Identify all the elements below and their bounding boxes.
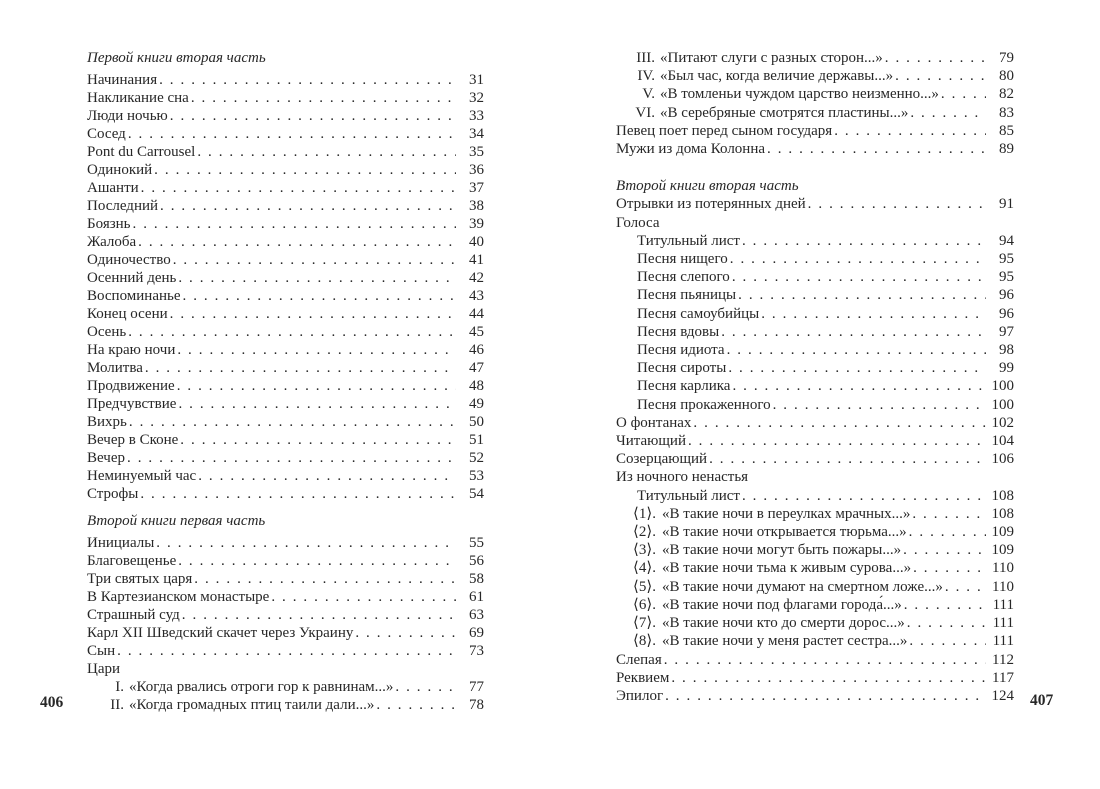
toc-entry-title: Молитва [87, 360, 143, 376]
toc-entry-page: 102 [991, 414, 1014, 431]
toc-entry [616, 614, 1014, 632]
toc-entry-page: 31 [469, 72, 484, 88]
toc-section-heading: Второй книги первая часть [87, 513, 266, 529]
dot-leader [910, 104, 986, 122]
dot-leader [138, 233, 456, 251]
dot-leader [177, 341, 456, 359]
toc-entry-title: Страшный суд [87, 607, 180, 623]
toc-section [616, 177, 1014, 705]
dot-leader [834, 122, 986, 140]
toc-entry-page: 104 [991, 433, 1014, 450]
toc-entry-number: IV. [637, 68, 655, 85]
toc-entry [87, 179, 484, 197]
toc-entry [87, 89, 484, 107]
toc-entry-title: Последний [87, 198, 159, 214]
dot-leader [709, 450, 986, 468]
toc-entry-page: 100 [991, 378, 1014, 395]
toc-entry-page: 98 [999, 342, 1014, 359]
toc-entry-page: 69 [469, 625, 484, 641]
toc-entry-title: Титульный лист [637, 232, 740, 249]
dot-leader [197, 143, 456, 161]
dot-leader [127, 449, 456, 467]
toc-entry [87, 395, 484, 413]
toc-entry-title: Осенний день [87, 270, 177, 286]
toc-entry-title: Эпилог [616, 687, 664, 704]
toc-entry-page: 46 [469, 342, 484, 358]
toc-entry [87, 588, 484, 606]
toc-entry-title: Песня пьяницы [637, 287, 737, 304]
toc-entry-title: Песня вдовы [637, 323, 720, 340]
dot-leader [117, 642, 456, 660]
toc-entry-page: 80 [999, 68, 1014, 85]
toc-section-heading: Второй книги вторая часть [616, 178, 799, 195]
toc-entry-page: 108 [991, 487, 1014, 504]
toc-entry-page: 96 [999, 305, 1014, 322]
toc-entry [87, 660, 484, 678]
toc-entry [87, 305, 484, 323]
dot-leader [909, 523, 986, 541]
toc-entry [87, 431, 484, 449]
toc-entry [616, 232, 1014, 250]
toc-entry-title: Люди ночью [87, 108, 168, 124]
toc-entry-page: 110 [992, 560, 1014, 577]
toc-entry [616, 632, 1014, 650]
toc-entry-title: «Когда громадных птиц таили дали...» [129, 697, 375, 713]
toc-entry [616, 651, 1014, 669]
toc-entry [87, 107, 484, 125]
toc-entry-number: ⟨1⟩. [633, 505, 656, 522]
toc-entry [87, 341, 484, 359]
toc-entry-title: «Был час, когда величие державы...» [660, 68, 894, 85]
toc-entry-page: 40 [469, 234, 484, 250]
toc-entry-page: 100 [991, 396, 1014, 413]
dot-leader [909, 632, 986, 650]
toc-entry-title: Отрывки из потерянных дней [616, 196, 806, 213]
toc-entry-title: «Когда рвались отроги гор к равнинам...» [129, 679, 394, 695]
toc-entry [87, 678, 484, 696]
toc-entry-page: 51 [469, 432, 484, 448]
toc-entry-title: Песня нищего [637, 251, 728, 268]
dot-leader [885, 49, 986, 67]
toc-entry-page: 47 [469, 360, 484, 376]
toc-entry-title: Вечер в Сконе [87, 432, 179, 448]
toc-entry-page: 52 [469, 450, 484, 466]
toc-entry [616, 596, 1014, 614]
toc-entry-title: «В серебряные смотрятся пластины...» [660, 104, 909, 121]
toc-entry-title: Три святых царя [87, 571, 193, 587]
toc-entry-number: ⟨4⟩. [633, 560, 656, 577]
toc-entry [616, 122, 1014, 140]
toc-entry [616, 396, 1014, 414]
toc-entry [616, 104, 1014, 122]
dot-leader [664, 651, 986, 669]
toc-entry-page: 85 [999, 122, 1014, 139]
toc-entry-page: 78 [469, 697, 484, 713]
toc-entry [616, 195, 1014, 213]
toc-entry [87, 570, 484, 588]
toc-entry-title: Предчувствие [87, 396, 177, 412]
dot-leader [173, 251, 456, 269]
toc-entry [87, 696, 484, 714]
toc-entry-title: Одиночество [87, 252, 171, 268]
toc-section-heading: Первой книги вторая часть [87, 50, 266, 66]
toc-entry [616, 377, 1014, 395]
toc-entry-page: 33 [469, 108, 484, 124]
book-page-left-toc-column [87, 49, 484, 714]
dot-leader [732, 268, 986, 286]
toc-entry-title: На краю ночи [87, 342, 176, 358]
dot-leader [665, 687, 986, 705]
toc-entry-title: «В такие ночи думают на смертном ложе...» [661, 578, 943, 595]
toc-entry-page: 36 [469, 162, 484, 178]
toc-entry-title: Накликание сна [87, 90, 189, 106]
toc-entry [616, 523, 1014, 541]
toc-entry-page: 111 [992, 615, 1014, 632]
dot-leader [693, 414, 986, 432]
toc-entry [616, 85, 1014, 103]
dot-leader [145, 359, 456, 377]
toc-entry-page: 73 [469, 643, 484, 659]
toc-entry-title: Неминуемый час [87, 468, 197, 484]
toc-entry-number: III. [636, 50, 655, 66]
toc-entry-title: «В томленьи чуждом царство неизменно...» [660, 86, 939, 103]
toc-entry-title: Реквием [616, 669, 670, 686]
toc-entry [87, 485, 484, 503]
toc-entry [87, 642, 484, 660]
dot-leader [140, 485, 456, 503]
toc-entry-page: 35 [469, 144, 484, 160]
toc-entry [616, 49, 1014, 67]
toc-entry-page: 95 [999, 269, 1014, 286]
dot-leader [688, 432, 986, 450]
toc-entry [616, 505, 1014, 523]
dot-leader [732, 377, 986, 395]
toc-entry [616, 578, 1014, 596]
toc-entry-number: ⟨3⟩. [633, 542, 656, 559]
toc-entry-number: I. [115, 679, 124, 695]
toc-entry-title: Вечер [87, 450, 125, 466]
toc-entry-number: ⟨7⟩. [633, 615, 656, 632]
toc-entry [616, 450, 1014, 468]
dot-leader [129, 413, 456, 431]
toc-entry [87, 143, 484, 161]
toc-entry-title: Ашанти [87, 180, 139, 196]
toc-entry [87, 71, 484, 89]
toc-entry-title: Созерцающий [616, 451, 708, 468]
toc-entry-page: 109 [991, 524, 1014, 541]
dot-leader [178, 269, 456, 287]
toc-entry-number: VI. [635, 104, 655, 121]
toc-entry-page: 109 [991, 542, 1014, 559]
toc-entry-title: Песня прокаженного [637, 396, 771, 413]
dot-leader [671, 669, 986, 687]
toc-entry-title: Песня идиота [637, 342, 725, 359]
toc-entry [616, 305, 1014, 323]
toc-entry-page: 89 [999, 141, 1014, 158]
toc-entry-page: 45 [469, 324, 484, 340]
toc-entry [87, 233, 484, 251]
toc-entry-title: Воспоминанье [87, 288, 181, 304]
toc-entry-page: 43 [469, 288, 484, 304]
dot-leader [738, 286, 986, 304]
toc-entry-title: О фонтанах [616, 414, 692, 431]
toc-entry-title: В Картезианском монастыре [87, 589, 270, 605]
toc-entry [87, 552, 484, 570]
toc-entry-page: 110 [992, 578, 1014, 595]
dot-leader [191, 89, 456, 107]
dot-leader [773, 396, 986, 414]
toc-entry [87, 606, 484, 624]
toc-entry-page: 41 [469, 252, 484, 268]
toc-entry-title: «В такие ночи под флагами города́...» [661, 596, 902, 613]
dot-leader [182, 606, 456, 624]
toc-entry-number: ⟨5⟩. [633, 578, 656, 595]
dot-leader [355, 624, 456, 642]
toc-entry-page: 32 [469, 90, 484, 106]
toc-entry-title: Певец поет перед сыном государя [616, 122, 833, 139]
dot-leader [159, 71, 456, 89]
toc-entry-title: Продвижение [87, 378, 175, 394]
toc-entry-title: «В такие ночи могут быть пожары...» [661, 542, 902, 559]
toc-entry-title: Жалоба [87, 234, 137, 250]
toc-entry-page: 96 [999, 287, 1014, 304]
toc-entry [616, 268, 1014, 286]
toc-entry [616, 341, 1014, 359]
dot-leader [761, 305, 986, 323]
toc-entry [87, 377, 484, 395]
page-number-right: 407 [1030, 692, 1054, 709]
toc-entry-page: 54 [469, 486, 484, 502]
toc-entry-page: 50 [469, 414, 484, 430]
dot-leader [198, 467, 456, 485]
toc-entry-title: «В такие ночи кто до смерти дорос...» [661, 615, 905, 632]
toc-entry-page: 58 [469, 571, 484, 587]
toc-entry [87, 161, 484, 179]
toc-entry [87, 359, 484, 377]
toc-entry-page: 117 [992, 669, 1014, 686]
dot-leader [808, 195, 986, 213]
toc-entry-title: «В такие ночи тьма к живым сурова...» [661, 560, 912, 577]
toc-entry [616, 414, 1014, 432]
toc-entry-page: 61 [469, 589, 484, 605]
toc-entry [616, 214, 1014, 232]
toc-section [87, 512, 484, 714]
toc-section [87, 49, 484, 503]
toc-entry-title: «В такие ночи открывается тюрьма...» [661, 524, 907, 541]
dot-leader [141, 179, 456, 197]
dot-leader [730, 250, 986, 268]
toc-entry-page: 94 [999, 232, 1014, 249]
toc-entry-title: Благовещенье [87, 553, 177, 569]
toc-entry-title: Вихрь [87, 414, 127, 430]
toc-entry [616, 140, 1014, 158]
toc-entry [616, 559, 1014, 577]
toc-entry-page: 106 [991, 451, 1014, 468]
toc-entry-page: 99 [999, 360, 1014, 377]
toc-entry-number: V. [642, 86, 655, 103]
toc-entry-page: 53 [469, 468, 484, 484]
toc-entry-title: Сын [87, 643, 116, 659]
book-page-right-toc-column [616, 49, 1014, 705]
toc-entry-title: Сосед [87, 126, 126, 142]
dot-leader [271, 588, 456, 606]
toc-entry-page: 34 [469, 126, 484, 142]
dot-leader [154, 161, 456, 179]
dot-leader [156, 534, 456, 552]
toc-entry-page: 42 [469, 270, 484, 286]
dot-leader [395, 678, 456, 696]
toc-entry-page: 95 [999, 251, 1014, 268]
toc-entry-title: «В такие ночи у меня растет сестра...» [661, 633, 908, 650]
toc-entry [87, 269, 484, 287]
toc-entry-number: ⟨6⟩. [633, 596, 656, 613]
toc-entry-title: Слепая [616, 651, 662, 668]
toc-entry-title: Песня самоубийцы [637, 305, 760, 322]
toc-entry-page: 63 [469, 607, 484, 623]
toc-entry-page: 55 [469, 535, 484, 551]
toc-entry [616, 669, 1014, 687]
toc-entry-page: 49 [469, 396, 484, 412]
toc-entry [616, 359, 1014, 377]
dot-leader [895, 67, 986, 85]
toc-entry-title: Песня слепого [637, 269, 730, 286]
toc-entry-page: 38 [469, 198, 484, 214]
dot-leader [742, 487, 986, 505]
toc-entry-title: Осень [87, 324, 127, 340]
toc-entry-page: 82 [999, 86, 1014, 103]
toc-section [616, 49, 1014, 158]
dot-leader [767, 140, 986, 158]
dot-leader [945, 578, 986, 596]
dot-leader [903, 541, 986, 559]
toc-entry-title: Боязнь [87, 216, 131, 232]
dot-leader [376, 696, 456, 714]
toc-entry-page: 111 [992, 633, 1014, 650]
toc-entry [87, 197, 484, 215]
dot-leader [177, 377, 456, 395]
dot-leader [941, 85, 986, 103]
toc-entry-title: Одинокий [87, 162, 153, 178]
toc-entry-page: 44 [469, 306, 484, 322]
dot-leader [904, 596, 986, 614]
toc-entry-title: Инициалы [87, 535, 155, 551]
toc-entry [616, 687, 1014, 705]
toc-entry-page: 108 [991, 505, 1014, 522]
dot-leader [742, 232, 986, 250]
toc-entry [87, 534, 484, 552]
dot-leader [907, 614, 986, 632]
toc-entry-title: Строфы [87, 486, 139, 502]
toc-entry [616, 468, 1014, 486]
toc-entry-title: Песня сироты [637, 360, 727, 377]
toc-entry-title: Pont du Carrousel [87, 144, 196, 160]
toc-entry [87, 215, 484, 233]
dot-leader [912, 505, 986, 523]
dot-leader [183, 287, 456, 305]
toc-entry [87, 467, 484, 485]
toc-entry [87, 125, 484, 143]
toc-entry-title: Читающий [616, 433, 686, 450]
toc-entry-page: 77 [469, 679, 484, 695]
dot-leader [178, 552, 456, 570]
dot-leader [194, 570, 456, 588]
toc-entry [616, 432, 1014, 450]
toc-entry-title: Песня карлика [637, 378, 731, 395]
toc-entry-page: 83 [999, 104, 1014, 121]
toc-entry-title: «Питают слуги с разных сторон...» [660, 50, 883, 66]
toc-entry-number: ⟨8⟩. [633, 633, 656, 650]
toc-entry [87, 287, 484, 305]
toc-entry [87, 624, 484, 642]
dot-leader [170, 107, 456, 125]
toc-entry-page: 39 [469, 216, 484, 232]
toc-entry-number: II. [110, 697, 124, 713]
toc-entry-page: 37 [469, 180, 484, 196]
toc-entry [616, 250, 1014, 268]
toc-entry [87, 449, 484, 467]
toc-entry [616, 487, 1014, 505]
toc-entry [616, 67, 1014, 85]
toc-entry-page: 124 [991, 687, 1014, 704]
toc-entry [616, 286, 1014, 304]
toc-entry [87, 323, 484, 341]
toc-entry-title: Цари [87, 661, 121, 677]
dot-leader [133, 215, 456, 233]
dot-leader [913, 559, 986, 577]
toc-entry-title: «В такие ночи в переулках мрачных...» [661, 505, 911, 522]
dot-leader [728, 359, 986, 377]
toc-entry-number: ⟨2⟩. [633, 524, 656, 541]
dot-leader [160, 197, 456, 215]
toc-entry-title: Карл XII Шведский скачет через Украину [87, 625, 354, 641]
toc-entry [87, 413, 484, 431]
toc-entry-title: Титульный лист [637, 487, 740, 504]
toc-entry-page: 112 [992, 651, 1014, 668]
dot-leader [727, 341, 986, 359]
toc-entry-page: 79 [999, 50, 1014, 66]
page-number-left: 406 [40, 694, 64, 711]
toc-entry-page: 111 [992, 596, 1014, 613]
dot-leader [721, 323, 986, 341]
dot-leader [170, 305, 456, 323]
toc-entry-title: Начинания [87, 72, 158, 88]
toc-entry-title: Из ночного ненастья [616, 469, 749, 486]
dot-leader [178, 395, 456, 413]
dot-leader [128, 323, 456, 341]
toc-entry-title: Конец осени [87, 306, 168, 322]
toc-entry-page: 97 [999, 323, 1014, 340]
toc-entry-title: Мужи из дома Колонна [616, 141, 766, 158]
dot-leader [128, 125, 456, 143]
toc-entry-page: 56 [469, 553, 484, 569]
toc-entry [87, 251, 484, 269]
toc-entry-page: 91 [999, 196, 1014, 213]
toc-entry-title: Голоса [616, 214, 660, 231]
toc-entry [616, 541, 1014, 559]
dot-leader [180, 431, 456, 449]
toc-entry [616, 323, 1014, 341]
toc-entry-page: 48 [469, 378, 484, 394]
